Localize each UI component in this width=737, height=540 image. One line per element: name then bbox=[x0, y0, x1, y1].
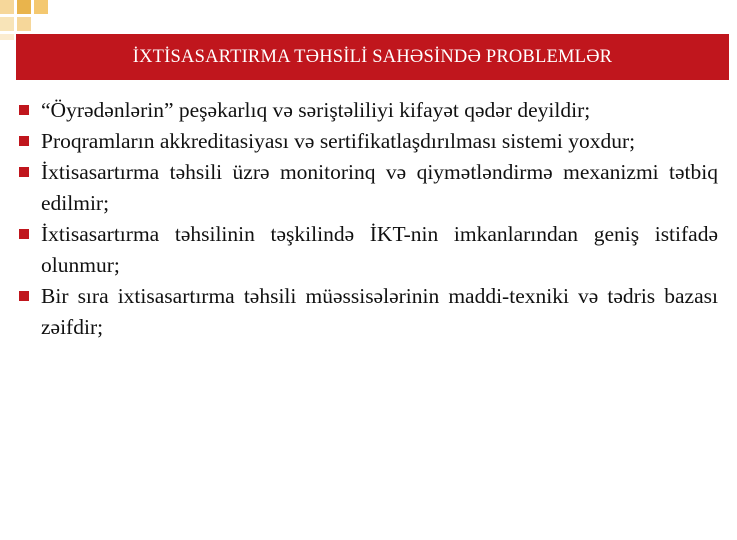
bullet-item bbox=[18, 281, 718, 343]
bullet-list bbox=[18, 95, 718, 343]
bullet-item bbox=[18, 219, 718, 281]
square-bullet-icon bbox=[18, 290, 30, 302]
square-bullet-icon bbox=[18, 104, 30, 116]
bullet-text: Bir sıra ixtisasartırma təhsili müəssisələrinin maddi-texniki və tədris bazası zəifdir; bbox=[41, 284, 718, 339]
square-bullet-icon bbox=[18, 135, 30, 147]
bullet-item bbox=[18, 157, 718, 219]
bullet-item bbox=[18, 95, 718, 126]
bullet-text: “Öyrədənlərin” peşəkarlıq və səriştəliliyi kifayət qədər deyildir; bbox=[41, 98, 591, 122]
bullet-text: İxtisasartırma təhsilinin təşkilində İKT-nin imkanlarından geniş istifadə olunmur; bbox=[41, 222, 718, 277]
bullet-item bbox=[18, 126, 718, 157]
square-bullet-icon bbox=[18, 166, 30, 178]
square-bullet-icon bbox=[18, 228, 30, 240]
slide-title-bar bbox=[16, 34, 729, 80]
bullet-text: Proqramların akkreditasiyası və sertifikatlaşdırılması sistemi yoxdur; bbox=[41, 129, 636, 153]
slide-title: İXTİSASARTIRMA TƏHSİLİ SAHƏSİNDƏ PROBLEMLƏR bbox=[132, 46, 613, 67]
bullet-text: İxtisasartırma təhsili üzrə monitorinq və qiymətləndirmə mexanizmi tətbiq edilmir; bbox=[41, 160, 718, 215]
